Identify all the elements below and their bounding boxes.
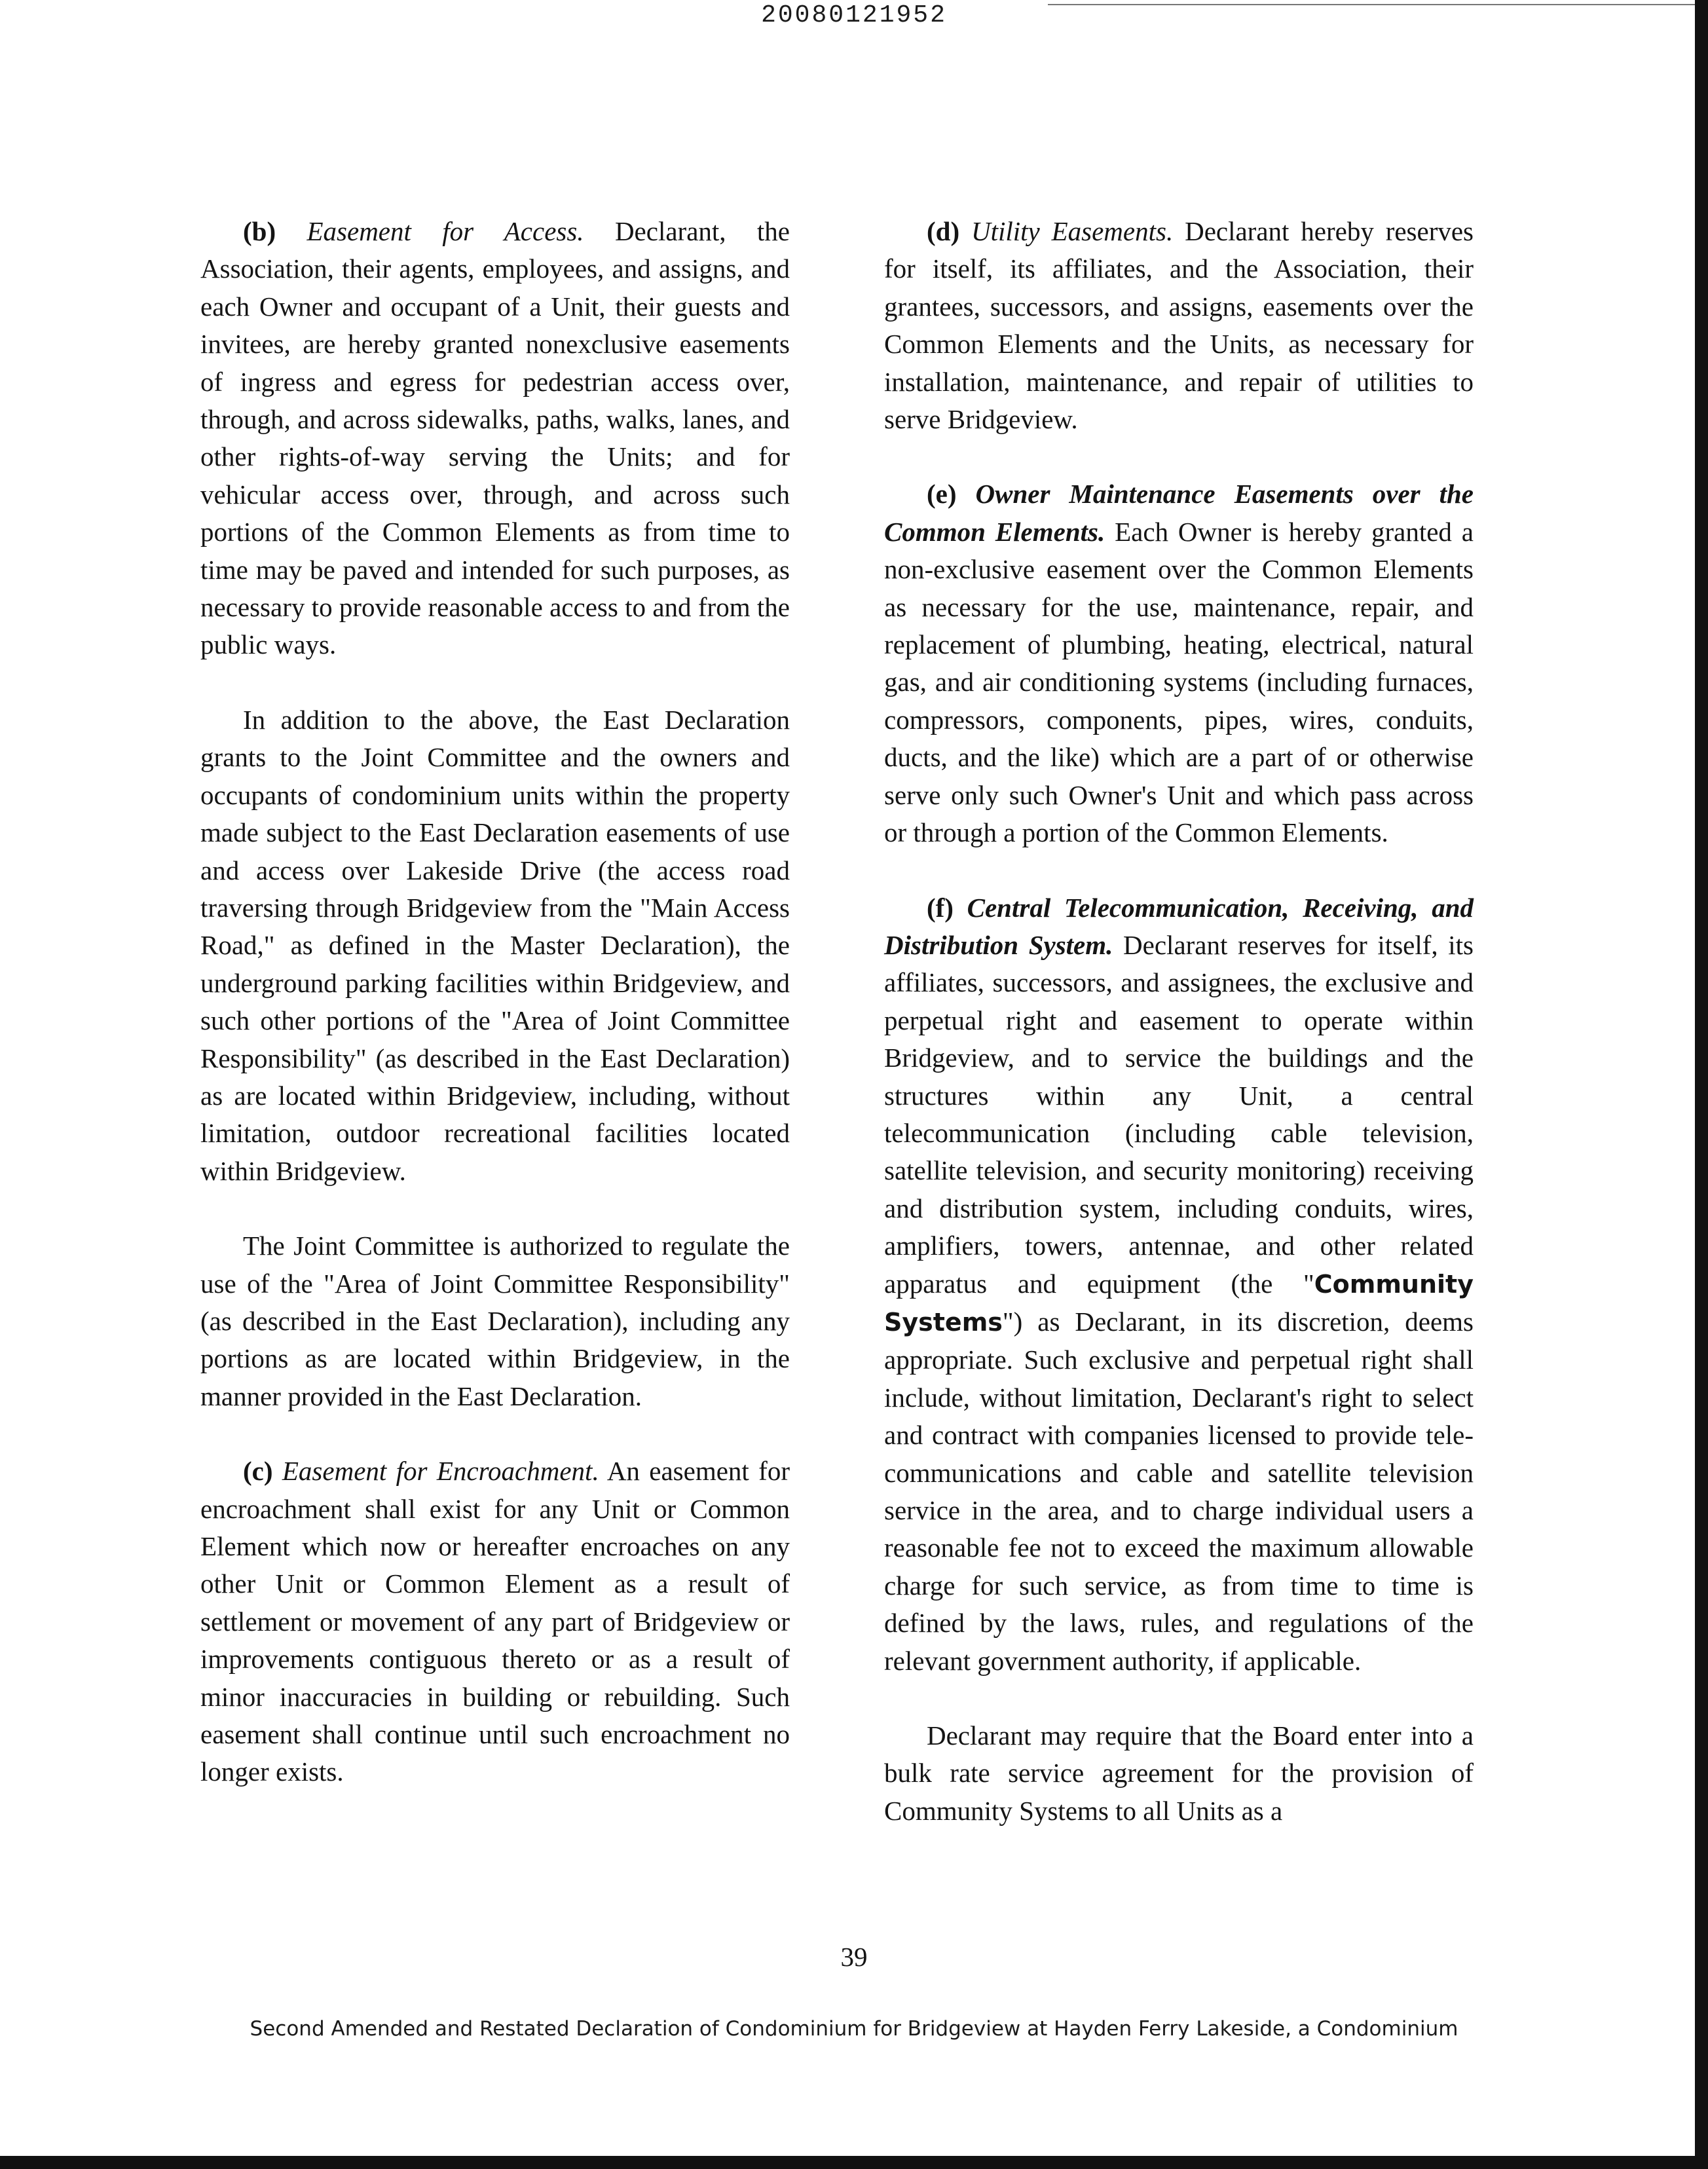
east-declaration-paragraph: In addition to the above, the East Declaration grants to the Joint Committee and the owners and occupants of condominium units within the property made subject to the East Declaration easements of use and access over Lakeside Drive (the access road traversing through Bridgeview from the "Main Access Road," as defined in the Master Declaration), the underground parking facilities within Bridgeview, and such other portions of the "Area of Joint Committee Responsibility" (as described in the East Declaration) as are located within Bridgeview, including, without limitation, outdoor recreational facilities located within Bridgeview. (200, 704, 790, 1186)
section-d-heading (927, 216, 1173, 246)
section-d-label: (d) (927, 216, 960, 246)
left-column (200, 213, 790, 1828)
section-f-title: Central Telecommunication, Receiving, and Distribution System. (884, 892, 1474, 960)
section-f-body-before: Declarant reserves for itself, its affiliates, successors, and assignees, the exclusive and perpetual right and easement to operate within Bridgeview, and to service the buildings and the structures within any Unit, a central telecommunication (including cable television, satellite television, and security monitoring) receiving and distribution system, including conduits, wires, amplifiers, towers, antennae, and other related apparatus and equipment (the " (884, 929, 1474, 1299)
section-b-heading (243, 216, 584, 246)
section-c-heading (243, 1456, 599, 1486)
document-number: 20080121952 (761, 1, 947, 29)
joint-committee-paragraph: The Joint Committee is authorized to regulate the use of the "Area of Joint Committee Responsibility" (as described in the East Declaration), including any portions as are located within Bridgeview, in the manner provided in the East Declaration. (200, 1231, 790, 1411)
section-f-label: (f) (927, 892, 954, 923)
section-e-body: Each Owner is hereby granted a non-exclusive easement over the Common Elements as necessary for the use, maintenance, repair, and replacement of plumbing, heating, electrical, natural gas, and air conditioning systems (including furnaces, compressors, components, pipes, wires, conduits, ducts, and the like) which are a part of or otherwise serve only such Owner's Unit and which pass across or through a portion of the Common Elements. (884, 516, 1474, 848)
section-c-title: Easement for Encroachment. (282, 1456, 599, 1487)
section-c-body: An easement for encroachment shall exist for any Unit or Common Element which now or hereafter encroaches on any other Unit or Common Element as a result of settlement or movement of any part of Bridgeview or improvements contiguous thereto or as a result of minor inaccuracies in building or rebuilding. Such easement shall continue until such encroachment no longer exists. (200, 1456, 790, 1787)
section-b-title: Easement for Access. (306, 216, 584, 246)
document-footer-title: Second Amended and Restated Declaration of Condominium for Bridgeview at Hayden Ferry Lakeside, a Condominium (250, 2017, 1458, 2041)
page-number: 39 (840, 1942, 868, 1972)
section-e-label: (e) (927, 479, 957, 510)
section-b-label: (b) (243, 216, 276, 246)
section-e-paragraph (884, 475, 1474, 851)
section-d-title: Utility Easements. (971, 216, 1174, 246)
section-f-paragraph (884, 889, 1474, 1680)
section-e-title: Owner Maintenance Easements over the Common Elements. (884, 479, 1474, 547)
scan-edge-right (1695, 0, 1708, 2169)
section-f-body-after: ") as Declarant, in its discretion, deems appropriate. Such exclusive and perpetual right shall include, without limitation, Declarant's right to select and contract with companies licensed to provide telecommunications and cable and satellite television service in the area, and to charge individual users a reasonable fee not to exceed the maximum allowable charge for such service, as from time to time is defined by the laws, rules, and regulations of the relevant government authority, if applicable. (884, 1306, 1474, 1676)
bulk-rate-paragraph: Declarant may require that the Board enter into a bulk rate service agreement for the provision of Community Systems to all Units as a (884, 1720, 1474, 1826)
section-c-label: (c) (243, 1456, 273, 1487)
section-d-paragraph (884, 213, 1474, 438)
scan-edge-bottom (0, 2156, 1708, 2169)
right-column (884, 213, 1474, 1867)
community-systems-term: Community Systems (884, 1269, 1474, 1337)
section-c-paragraph (200, 1453, 790, 1791)
section-b-body: Declarant, the Association, their agents, employees, and assigns, and each Owner and occupant of a Unit, their guests and invitees, are hereby granted nonexclusive easements of ingress and egress for pedestrian access over, through, and across sidewalks, paths, walks, lanes, and other rights-of-way serving the Units; and for vehicular access over, through, and across such portions of the Common Elements as from time to time may be paved and intended for such purposes, as necessary to provide reasonable access to and from the public ways. (200, 216, 790, 660)
section-b-paragraph (200, 213, 790, 664)
section-d-body: Declarant hereby reserves for itself, its affiliates, and the Association, their grantees, successors, and assigns, easements over the Common Elements and the Units, as necessary for installation, maintenance, and repair of utilities to serve Bridgeview. (884, 216, 1474, 435)
